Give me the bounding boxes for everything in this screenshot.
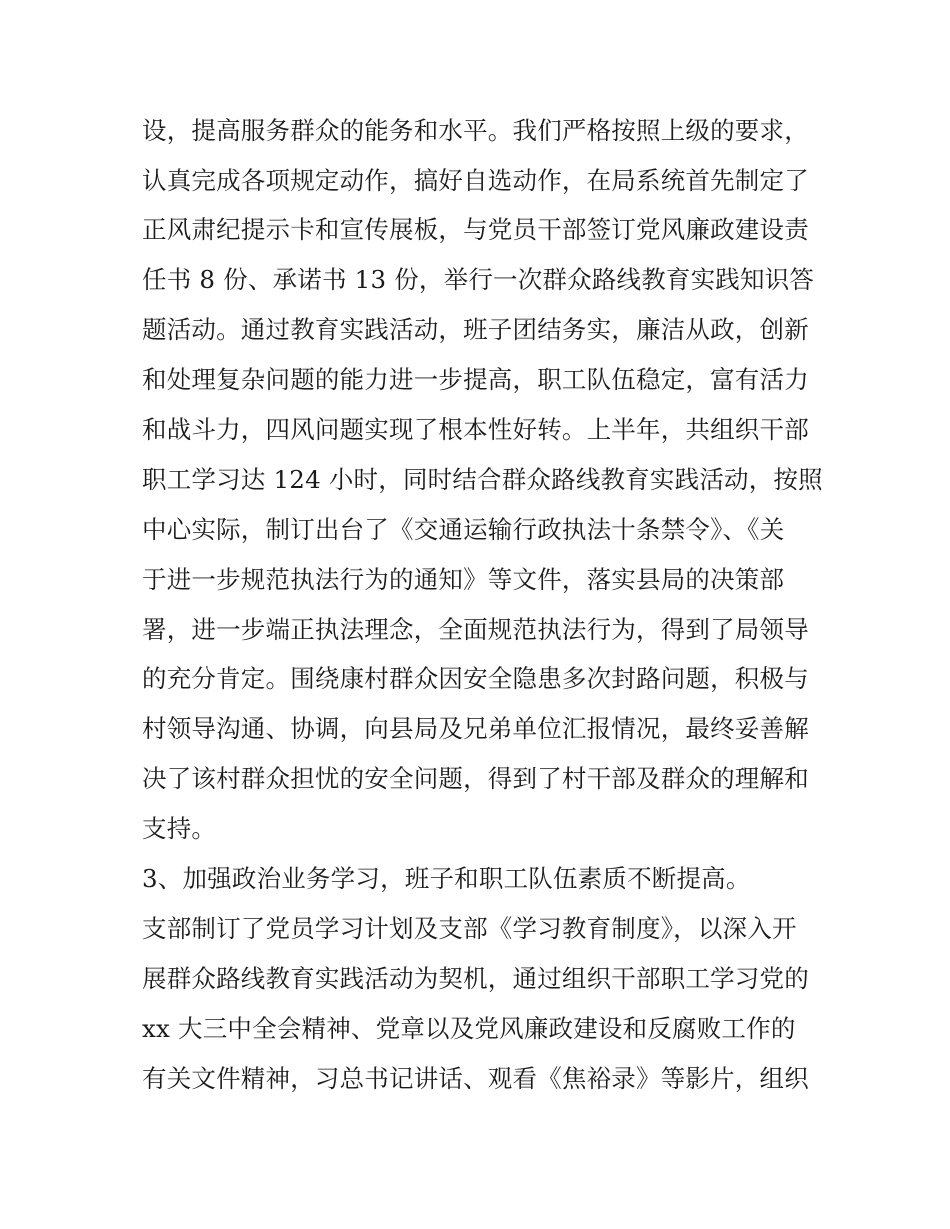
text-line: 有关文件精神，习总书记讲话、观看《焦裕录》等影片，组织	[142, 1064, 809, 1093]
text-line: 题活动。通过教育实践活动，班子团结务实，廉洁从政，创新	[142, 315, 809, 344]
text-line: 和战斗力，四风问题实现了根本性好转。上半年，共组织干部	[142, 415, 809, 444]
text-line: 设，提高服务群众的能务和水平。我们严格按照上级的要求，	[142, 116, 809, 145]
text-line: 支持。	[142, 814, 217, 843]
text-line: 正风肃纪提示卡和宣传展板，与党员干部签订党风廉政建设责	[142, 215, 809, 244]
text-line: 和处理复杂问题的能力进一步提高，职工队伍稳定，富有活力	[142, 365, 809, 394]
text-line: 展群众路线教育实践活动为契机，通过组织干部职工学习党的	[142, 964, 809, 993]
text-line: 署，进一步端正执法理念，全面规范执法行为，得到了局领导	[142, 615, 809, 644]
text-line: 认真完成各项规定动作，搞好自选动作，在局系统首先制定了	[142, 166, 809, 195]
text-line: 的充分肯定。围绕康村群众因安全隐患多次封路问题，积极与	[142, 664, 809, 693]
section-heading: 3、加强政治业务学习，班子和职工队伍素质不断提高。	[142, 864, 751, 893]
text-line: 职工学习达 124 小时，同时结合群众路线教育实践活动，按照	[142, 465, 823, 494]
text-line: 村领导沟通、协调，向县局及兄弟单位汇报情况，最终妥善解	[142, 714, 809, 743]
text-line: 中心实际，制订出台了《交通运输行政执法十条禁令》、《关	[142, 515, 785, 544]
text-line: 支部制订了党员学习计划及支部《学习教育制度》，以深入开	[142, 914, 797, 943]
text-line: 于进一步规范执法行为的通知》等文件，落实县局的决策部	[142, 565, 785, 594]
text-line: 决了该村群众担忧的安全问题，得到了村干部及群众的理解和	[142, 764, 809, 793]
text-line: xx 大三中全会精神、党章以及党风廉政建设和反腐败工作的	[142, 1014, 796, 1043]
text-line: 任书 8 份、承诺书 13 份，举行一次群众路线教育实践知识答	[142, 265, 815, 294]
